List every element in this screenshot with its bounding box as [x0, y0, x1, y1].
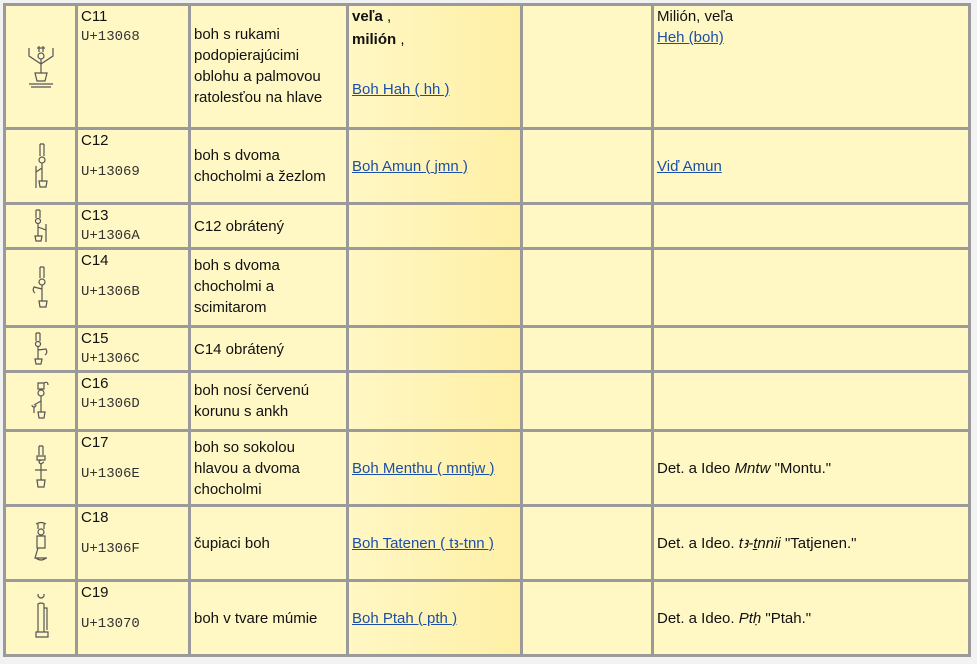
glyph-code: C18	[81, 509, 109, 526]
transliteration-cell	[349, 130, 520, 202]
meaning-italic: Mntw	[734, 459, 771, 477]
meaning-cell	[654, 507, 968, 579]
transliteration-cell	[349, 328, 520, 370]
translit-sep: ,	[386, 8, 392, 25]
meaning-cell	[654, 205, 968, 247]
glyph-code: C14	[81, 252, 109, 269]
empty-cell	[523, 250, 651, 325]
table-row	[6, 130, 968, 202]
description-text: boh nosí červenú korunu s ankh	[194, 382, 310, 420]
meaning-cell	[654, 432, 968, 504]
description-cell	[191, 6, 346, 127]
glyph-cell	[6, 6, 75, 127]
hieroglyph-c12-amun-icon	[26, 142, 56, 190]
empty-cell	[523, 432, 651, 504]
transliteration-cell	[349, 6, 520, 127]
translit-sep: ,	[400, 31, 405, 48]
glyph-cell	[6, 130, 75, 202]
transliteration-cell	[349, 507, 520, 579]
transliteration-cell	[349, 250, 520, 325]
hieroglyph-c19-ptah-icon	[28, 594, 54, 642]
unicode-code: U+1306D	[81, 396, 140, 412]
translit-link[interactable]: Boh Hah ( hh )	[352, 81, 450, 98]
translit-link[interactable]: Boh Ptah ( pth )	[352, 609, 458, 627]
code-cell	[78, 6, 188, 127]
glyph-code: C12	[81, 132, 109, 149]
description-cell	[191, 205, 346, 247]
meaning-suffix: "Montu."	[774, 459, 832, 477]
description-text: C12 obrátený	[194, 217, 285, 235]
glyph-code: C11	[81, 8, 108, 25]
transliteration-cell	[349, 205, 520, 247]
meaning-cell	[654, 6, 968, 127]
meaning-cell	[654, 130, 968, 202]
empty-cell	[523, 205, 651, 247]
unicode-code: U+1306B	[81, 284, 140, 300]
description-cell	[191, 432, 346, 504]
translit-word: milión	[352, 31, 397, 48]
description-cell	[191, 130, 346, 202]
transliteration-cell	[349, 373, 520, 429]
table-row	[6, 373, 968, 429]
table-row	[6, 205, 968, 247]
empty-cell	[523, 328, 651, 370]
empty-cell	[523, 130, 651, 202]
glyph-code: C13	[81, 207, 109, 224]
meaning-suffix: "Tatjenen."	[784, 534, 857, 552]
description-text: C14 obrátený	[194, 340, 285, 358]
hieroglyph-c16-icon	[26, 379, 56, 423]
glyph-code: C17	[81, 434, 109, 451]
meaning-italic: tꜣ-ṯnnii	[738, 534, 781, 552]
meaning-cell	[654, 373, 968, 429]
code-cell	[78, 507, 188, 579]
glyph-cell	[6, 205, 75, 247]
code-cell	[78, 373, 188, 429]
hieroglyph-c13-icon	[28, 208, 54, 244]
glyph-cell	[6, 250, 75, 325]
description-cell	[191, 582, 346, 654]
unicode-code: U+1306A	[81, 228, 140, 244]
description-cell	[191, 373, 346, 429]
table-row	[6, 328, 968, 370]
description-text: boh v tvare múmie	[194, 609, 318, 627]
empty-cell	[523, 507, 651, 579]
meaning-cell	[654, 582, 968, 654]
meaning-text: Milión, veľa	[657, 8, 734, 25]
glyph-code: C19	[81, 584, 109, 601]
glyph-cell	[6, 373, 75, 429]
meaning-prefix: Det. a Ideo.	[657, 534, 735, 552]
glyph-cell	[6, 507, 75, 579]
code-cell	[78, 582, 188, 654]
translit-link[interactable]: Boh Tatenen ( tꜣ-tnn )	[352, 534, 494, 552]
hieroglyph-c11-heh-icon	[21, 42, 61, 92]
meaning-link[interactable]: Heh (boh)	[657, 29, 724, 46]
empty-cell	[523, 6, 651, 127]
meaning-suffix: "Ptah."	[765, 609, 812, 627]
table-row	[6, 582, 968, 654]
hieroglyph-table	[3, 3, 971, 657]
translit-link[interactable]: Boh Menthu ( mntjw )	[352, 459, 495, 477]
code-cell	[78, 432, 188, 504]
transliteration-cell	[349, 582, 520, 654]
description-text: boh s dvoma chocholmi a žezlom	[194, 147, 326, 185]
description-text: boh so sokolou hlavou a dvoma chocholmi	[194, 438, 300, 498]
description-text: boh s dvoma chocholmi a scimitarom	[194, 257, 280, 316]
table-row	[6, 250, 968, 325]
unicode-code: U+1306F	[81, 541, 140, 557]
glyph-cell	[6, 328, 75, 370]
meaning-italic: Ptḥ	[738, 609, 762, 627]
meaning-prefix: Det. a Ideo.	[657, 609, 735, 627]
hieroglyph-c14-icon	[26, 265, 56, 311]
meaning-cell	[654, 250, 968, 325]
glyph-cell	[6, 582, 75, 654]
description-text: čupiaci boh	[194, 534, 270, 552]
meaning-cell	[654, 328, 968, 370]
description-text: boh s rukami podopierajúcimi oblohu a palmovou ratolesťou na hlave	[194, 26, 323, 106]
code-cell	[78, 328, 188, 370]
table-row	[6, 6, 968, 127]
code-cell	[78, 250, 188, 325]
unicode-code: U+13068	[81, 29, 140, 45]
unicode-code: U+1306E	[81, 466, 140, 482]
glyph-code: C15	[81, 330, 109, 347]
transliteration-cell	[349, 432, 520, 504]
glyph-code: C16	[81, 375, 109, 392]
meaning-prefix: Det. a Ideo	[657, 459, 731, 477]
hieroglyph-c15-icon	[28, 331, 54, 367]
description-cell	[191, 507, 346, 579]
description-cell	[191, 250, 346, 325]
empty-cell	[523, 373, 651, 429]
translit-link[interactable]: Boh Amun ( jmn )	[352, 157, 468, 175]
hieroglyph-c18-tatenen-icon	[26, 520, 56, 566]
code-cell	[78, 130, 188, 202]
description-cell	[191, 328, 346, 370]
glyph-cell	[6, 432, 75, 504]
meaning-link[interactable]: Viď Amun	[657, 157, 722, 175]
code-cell	[78, 205, 188, 247]
table-row	[6, 432, 968, 504]
empty-cell	[523, 582, 651, 654]
translit-word: veľa	[352, 8, 383, 25]
unicode-code: U+13069	[81, 164, 140, 180]
unicode-code: U+1306C	[81, 351, 140, 367]
table-row	[6, 507, 968, 579]
hieroglyph-c17-menthu-icon	[26, 444, 56, 492]
unicode-code: U+13070	[81, 616, 140, 632]
